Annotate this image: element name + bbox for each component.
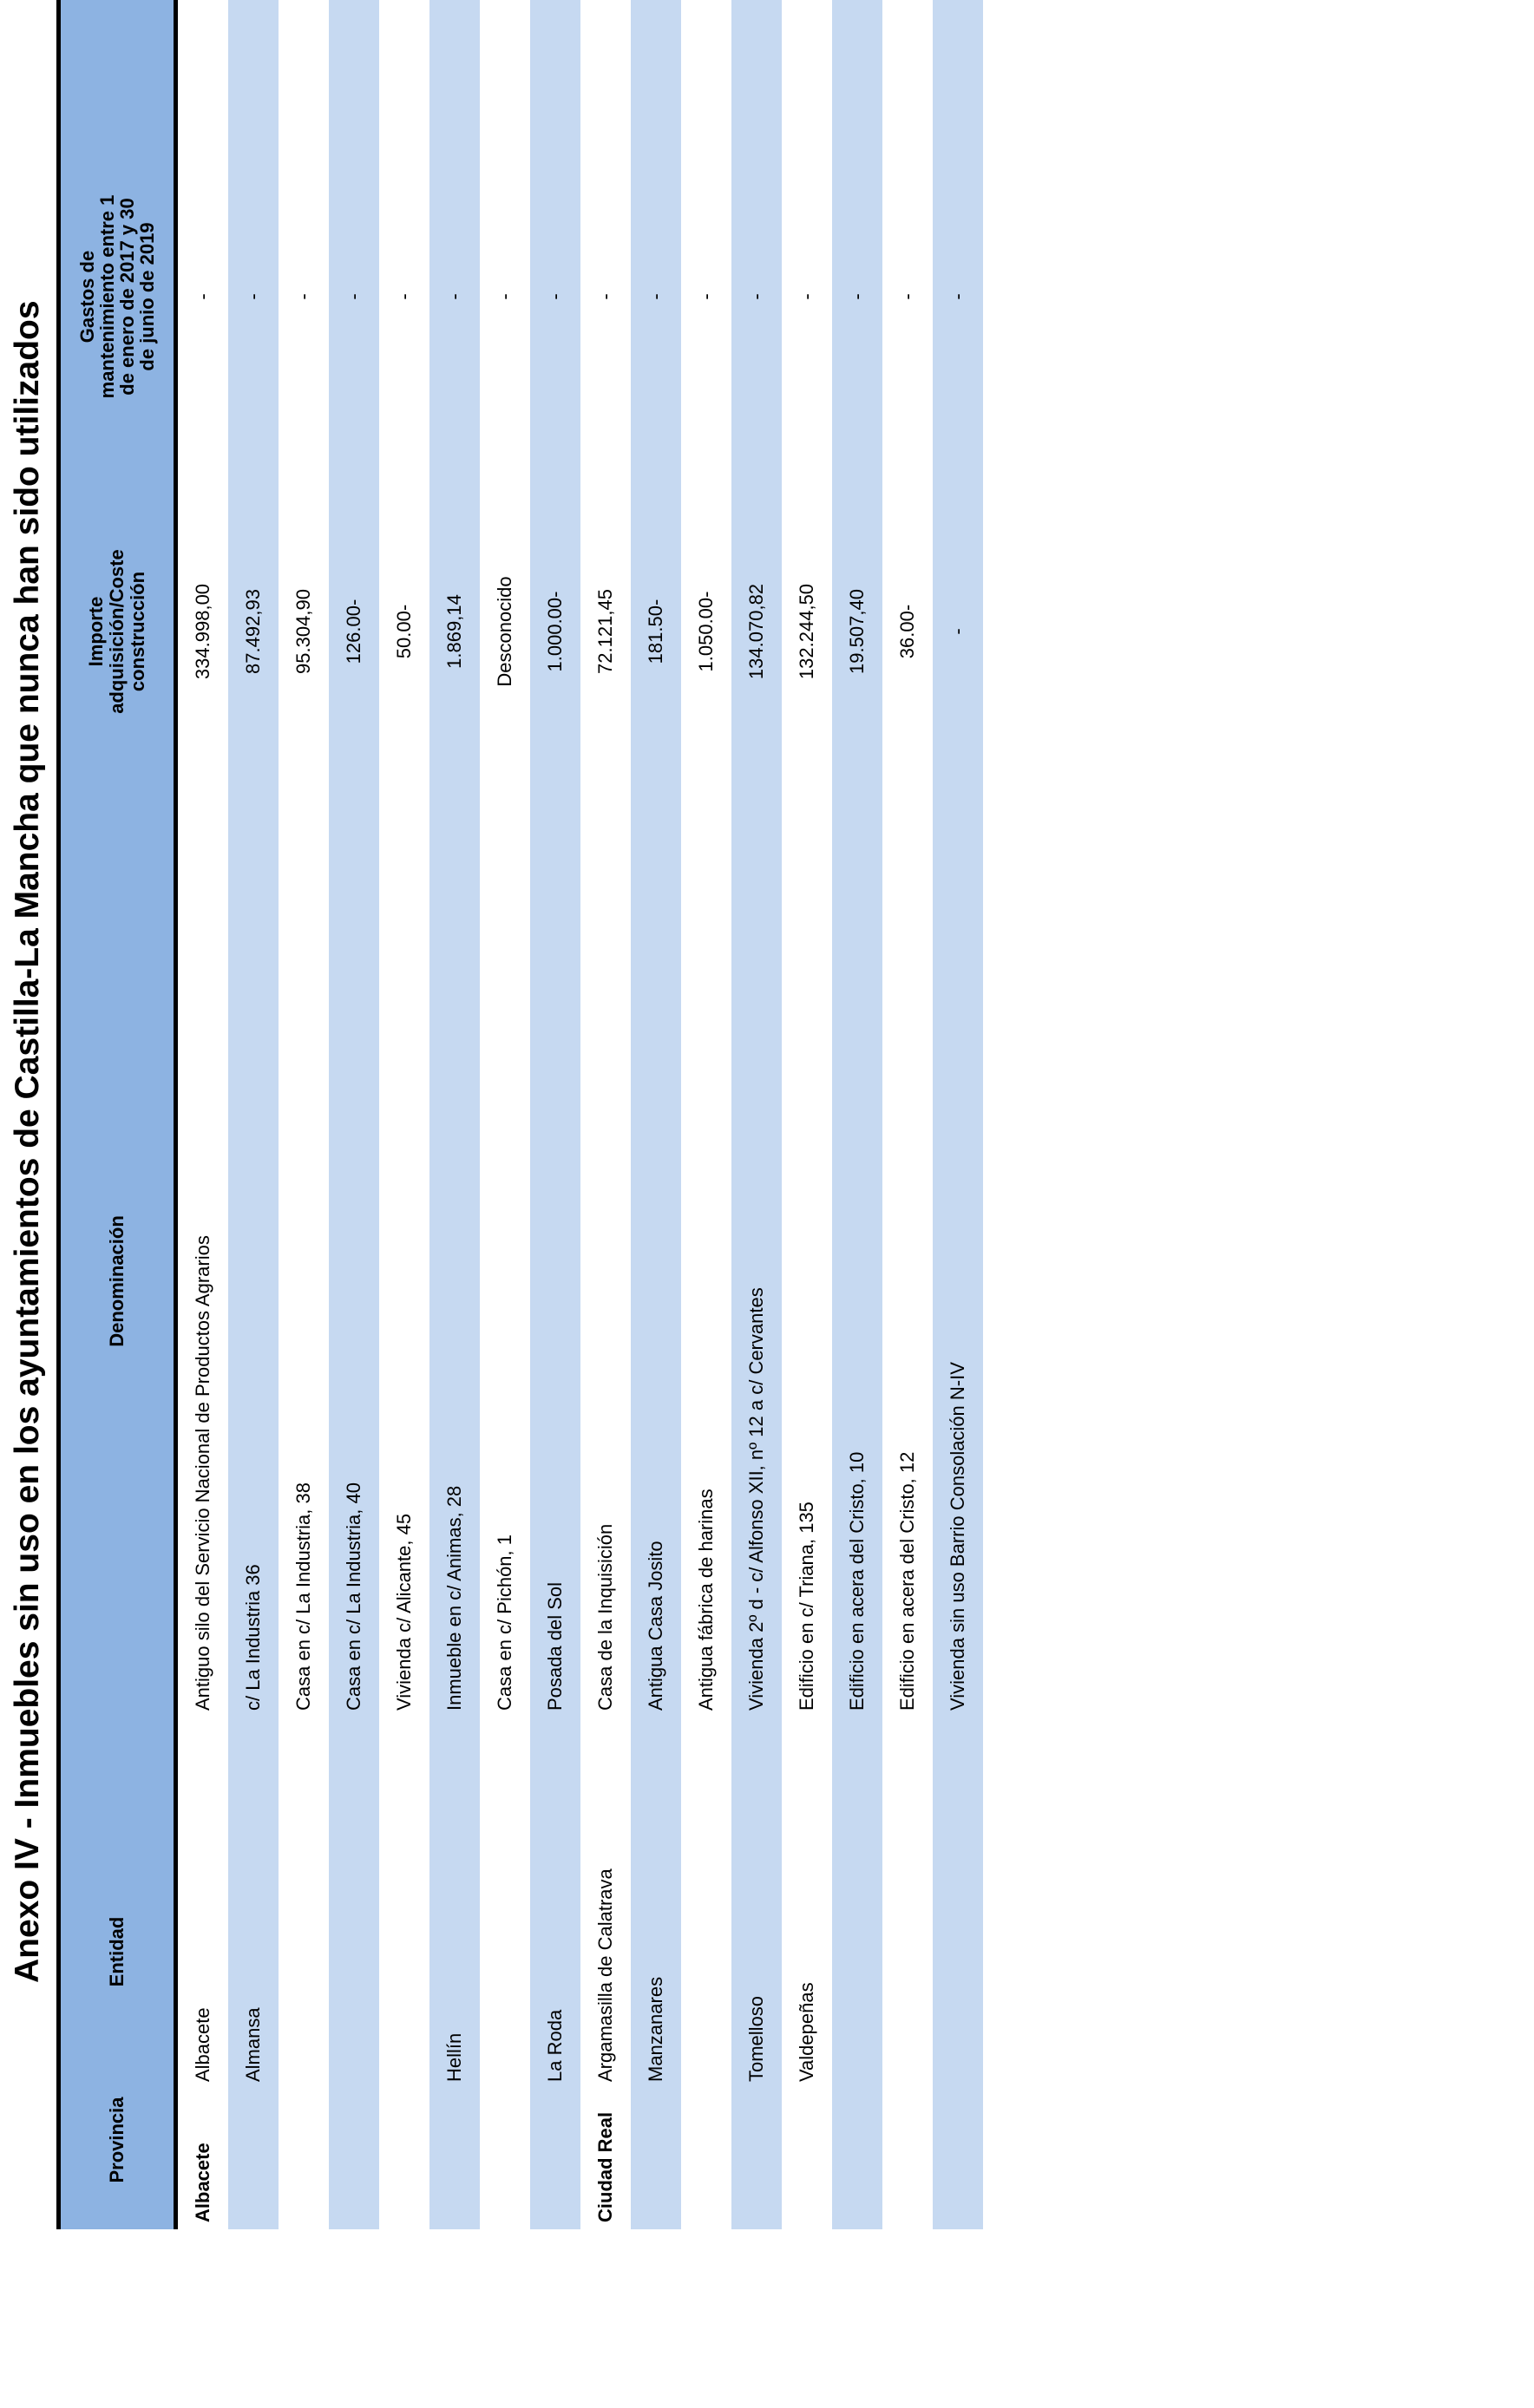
cell-importe: 1.000.00- <box>544 591 566 672</box>
table-row <box>933 0 983 2229</box>
cell-provincia <box>832 2110 882 2229</box>
header-denominacion: Denominación <box>106 1215 128 1347</box>
header-importe-line: adquisición/Coste <box>106 549 128 714</box>
cell-entidad: La Roda <box>544 2009 566 2082</box>
header-gastos-line: de junio de 2019 <box>136 222 158 371</box>
cell-entidad <box>379 1735 429 2082</box>
table-row <box>731 0 782 2229</box>
table-row <box>379 0 429 2229</box>
cell-gastos: - <box>594 293 616 300</box>
cell-gastos: - <box>494 293 515 300</box>
header-importe-line: Importe <box>85 596 107 667</box>
table-row <box>480 0 530 2229</box>
cell-provincia <box>530 2110 580 2229</box>
table-row <box>279 0 329 2229</box>
cell-gastos: - <box>695 293 717 300</box>
cell-entidad <box>480 1735 530 2082</box>
cell-entidad: Hellín <box>443 2032 465 2082</box>
document-title: Anexo IV - Inmuebles sin uso en los ayuntamientos de Castilla-La Mancha que nunca han sido utilizados <box>9 300 46 1983</box>
table-row <box>882 0 933 2229</box>
cell-importe: 19.507,40 <box>846 589 868 674</box>
header-importe-line: construcción <box>127 571 148 692</box>
cell-denominacion: Posada del Sol <box>544 1582 566 1711</box>
header-gastos <box>61 167 174 427</box>
cell-provincia <box>731 2110 782 2229</box>
cell-entidad <box>882 1735 933 2082</box>
cell-gastos: - <box>896 293 918 300</box>
cell-gastos: - <box>393 293 415 300</box>
cell-entidad: Tomelloso <box>745 1995 767 2082</box>
cell-denominacion: Antigua Casa Josito <box>645 1541 666 1711</box>
cell-provincia <box>379 2110 429 2229</box>
cell-provincia <box>329 2110 379 2229</box>
cell-denominacion: Antigua fábrica de harinas <box>695 1489 717 1711</box>
header-entidad: Entidad <box>106 1916 128 1987</box>
header-gastos-line: mantenimiento entre 1 <box>96 194 118 399</box>
cell-importe: Desconocido <box>494 576 515 687</box>
cell-gastos: - <box>292 293 314 300</box>
cell-denominacion: Edificio en c/ Triana, 135 <box>796 1502 817 1711</box>
cell-entidad: Argamasilla de Calatrava <box>594 1868 616 2082</box>
table-row <box>429 0 480 2229</box>
cell-provincia <box>782 2110 832 2229</box>
cell-denominacion: Casa en c/ Pichón, 1 <box>494 1534 515 1711</box>
table-row <box>782 0 832 2229</box>
cell-denominacion: Vivienda sin uso Barrio Consolación N-IV <box>947 1362 968 1711</box>
table-header <box>61 0 174 2229</box>
cell-denominacion: Casa de la Inquisición <box>594 1523 616 1711</box>
cell-importe: 87.492,93 <box>242 589 264 674</box>
table-row <box>631 0 681 2229</box>
cell-denominacion: Vivienda c/ Alicante, 45 <box>393 1513 415 1711</box>
cell-entidad: Manzanares <box>645 1976 666 2082</box>
cell-denominacion: Casa en c/ La Industria, 38 <box>292 1482 314 1711</box>
cell-provincia <box>228 2110 279 2229</box>
table-row <box>178 0 228 2229</box>
table-row <box>832 0 882 2229</box>
table-row <box>228 0 279 2229</box>
cell-provincia <box>933 2110 983 2229</box>
cell-entidad <box>279 1735 329 2082</box>
cell-entidad <box>832 1735 882 2082</box>
cell-provincia <box>882 2110 933 2229</box>
cell-importe: 36.00- <box>896 604 918 659</box>
cell-importe: 126.00- <box>343 599 364 664</box>
cell-entidad <box>329 1735 379 2082</box>
cell-gastos: - <box>544 293 566 300</box>
cell-gastos: - <box>947 293 968 300</box>
cell-gastos: - <box>796 293 817 300</box>
header-importe <box>61 446 174 817</box>
cell-entidad: Valdepeñas <box>796 1982 817 2082</box>
header-gastos-line: de enero de 2017 y 30 <box>116 198 138 396</box>
cell-denominacion: Vivienda 2º d - c/ Alfonso XII, nº 12 a c/ Cervantes <box>745 1287 767 1711</box>
cell-entidad: Almansa <box>242 2007 264 2082</box>
cell-provincia <box>429 2110 480 2229</box>
header-gastos-line: Gastos de <box>76 250 98 344</box>
cell-gastos: - <box>242 293 264 300</box>
data-table <box>56 0 983 2229</box>
table-row <box>580 0 631 2229</box>
cell-gastos: - <box>192 293 213 300</box>
cell-importe: 134.070,82 <box>745 583 767 680</box>
cell-provincia <box>681 2110 731 2229</box>
cell-importe: 334.998,00 <box>192 583 213 680</box>
cell-provincia: Ciudad Real <box>594 2111 616 2222</box>
cell-provincia <box>480 2110 530 2229</box>
cell-denominacion: Inmueble en c/ Animas, 28 <box>443 1485 465 1711</box>
header-provincia: Provincia <box>106 2097 128 2183</box>
cell-importe: 132.244,50 <box>796 583 817 680</box>
cell-denominacion: Casa en c/ La Industria, 40 <box>343 1482 364 1711</box>
cell-gastos: - <box>343 293 364 300</box>
cell-gastos: - <box>745 293 767 300</box>
cell-importe: - <box>947 628 968 635</box>
cell-denominacion: Edificio en acera del Cristo, 12 <box>896 1451 918 1711</box>
cell-entidad <box>681 1735 731 2082</box>
cell-importe: 50.00- <box>393 604 415 659</box>
cell-entidad <box>933 1735 983 2082</box>
cell-entidad: Albacete <box>192 2007 213 2082</box>
cell-provincia <box>279 2110 329 2229</box>
cell-importe: 1.869,14 <box>443 594 465 669</box>
cell-denominacion: Antiguo silo del Servicio Nacional de Productos Agrarios <box>192 1235 213 1711</box>
table-row <box>329 0 379 2229</box>
cell-importe: 72.121,45 <box>594 589 616 674</box>
cell-gastos: - <box>443 293 465 300</box>
cell-gastos: - <box>846 293 868 300</box>
table-row <box>530 0 580 2229</box>
cell-gastos: - <box>645 293 666 300</box>
table-row <box>681 0 731 2229</box>
cell-provincia: Albacete <box>192 2143 213 2222</box>
cell-denominacion: Edificio en acera del Cristo, 10 <box>846 1451 868 1711</box>
cell-importe: 1.050.00- <box>695 591 717 672</box>
cell-denominacion: c/ La Industria 36 <box>242 1564 264 1711</box>
cell-importe: 95.304,90 <box>292 589 314 674</box>
cell-provincia <box>631 2110 681 2229</box>
cell-importe: 181.50- <box>645 599 666 664</box>
